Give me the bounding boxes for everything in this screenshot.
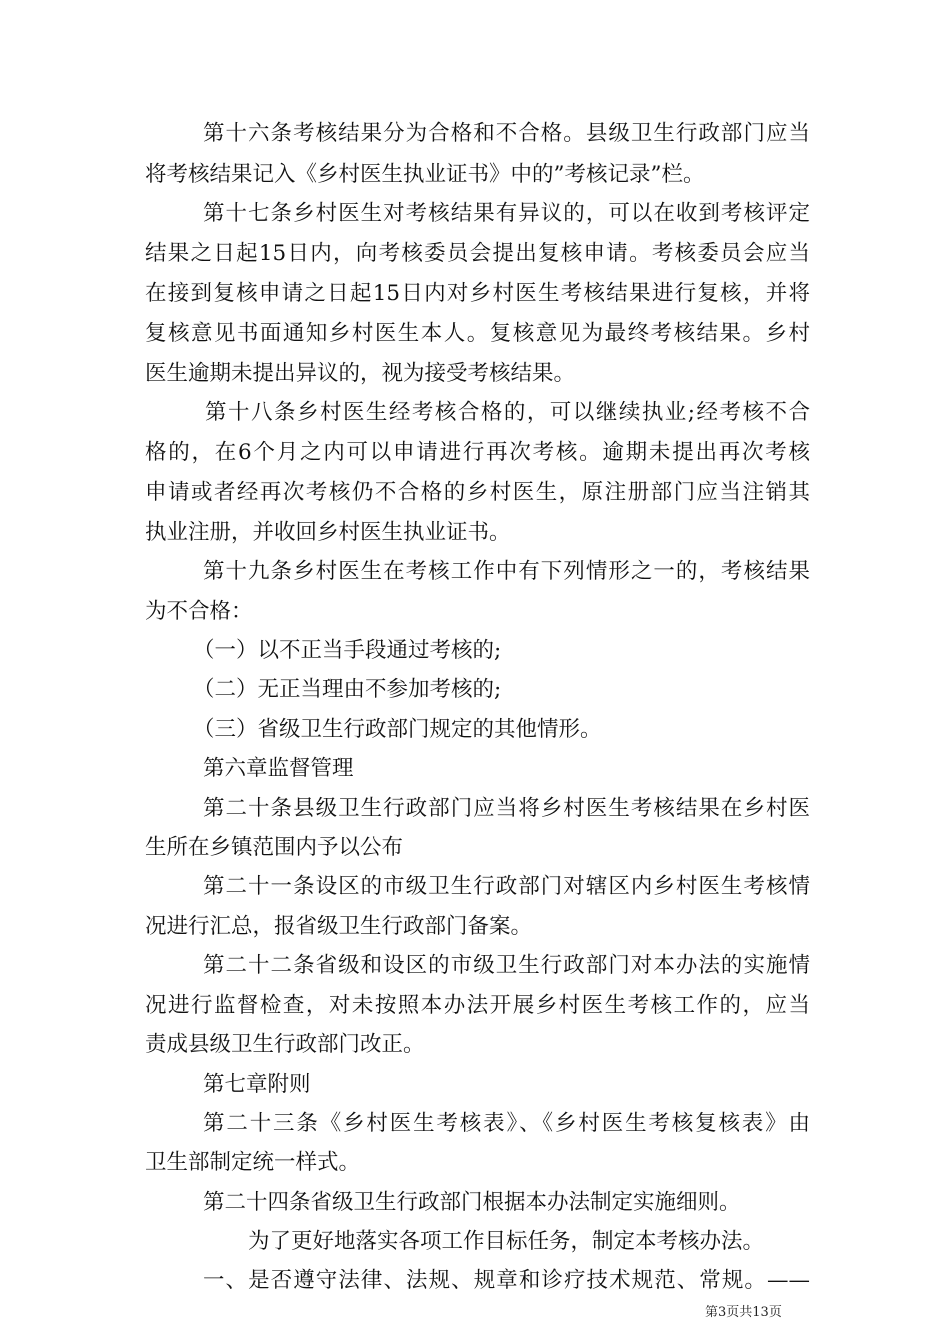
text-line: 第二十二条省级和设区的市级卫生行政部门对本办法的实施情 — [203, 953, 810, 978]
text-line: 为不合格： — [145, 599, 253, 624]
page-number: 第3页共13页 — [705, 1305, 782, 1320]
text-line: 第十八条乡村医生经考核合格的，可以继续执业;经考核不合 — [205, 400, 810, 425]
text-line: 申请或者经再次考核仍不合格的乡村医生，原注册部门应当注销其 — [145, 480, 810, 505]
text-line: 生所在乡镇范围内予以公布 — [145, 835, 404, 860]
text-line: 将考核结果记入《乡村医生执业证书》中的”考核记录”栏。 — [145, 162, 705, 187]
text-line: 况进行监督检查，对未按照本办法开展乡村医生考核工作的，应当 — [145, 993, 810, 1018]
text-line: 第二十三条《乡村医生考核表》、《乡村医生考核复核表》由 — [203, 1111, 810, 1136]
text-line: 复核意见书面通知乡村医生本人。复核意见为最终考核结果。乡村 — [145, 321, 810, 346]
list-item: （二）无正当理由不参加考核的; — [193, 677, 502, 702]
text-line: 况进行汇总，报省级卫生行政部门备案。 — [145, 914, 533, 939]
chapter-heading: 第七章附则 — [203, 1072, 311, 1097]
chapter-heading: 第六章监督管理 — [203, 756, 354, 781]
text-line: 第十六条考核结果分为合格和不合格。县级卫生行政部门应当 — [203, 121, 810, 146]
text-line: 在接到复核申请之日起15日内对乡村医生考核结果进行复核，并将 — [145, 281, 810, 306]
text-line: 医生逾期未提出异议的，视为接受考核结果。 — [145, 361, 576, 386]
list-item: （三）省级卫生行政部门规定的其他情形。 — [193, 717, 602, 742]
text-line: 一、是否遵守法律、法规、规章和诊疗技术规范、常规。—— — [203, 1268, 810, 1293]
text-line: 第十七条乡村医生对考核结果有异议的，可以在收到考核评定 — [203, 201, 810, 226]
text-line: 为了更好地落实各项工作目标任务，制定本考核办法。 — [248, 1229, 765, 1254]
text-line: 执业注册，并收回乡村医生执业证书。 — [145, 520, 511, 545]
list-item: （一）以不正当手段通过考核的; — [193, 638, 502, 663]
text-line: 格的，在6个月之内可以申请进行再次考核。逾期未提出再次考核 — [145, 440, 810, 465]
text-line: 结果之日起15日内，向考核委员会提出复核申请。考核委员会应当 — [145, 241, 810, 266]
text-line: 责成县级卫生行政部门改正。 — [145, 1032, 425, 1057]
text-line: 第二十条县级卫生行政部门应当将乡村医生考核结果在乡村医 — [203, 796, 810, 821]
text-line: 卫生部制定统一样式。 — [145, 1150, 361, 1175]
text-line: 第十九条乡村医生在考核工作中有下列情形之一的，考核结果 — [203, 559, 810, 584]
text-line: 第二十四条省级卫生行政部门根据本办法制定实施细则。 — [203, 1190, 741, 1215]
text-line: 第二十一条设区的市级卫生行政部门对辖区内乡村医生考核情 — [203, 874, 810, 899]
